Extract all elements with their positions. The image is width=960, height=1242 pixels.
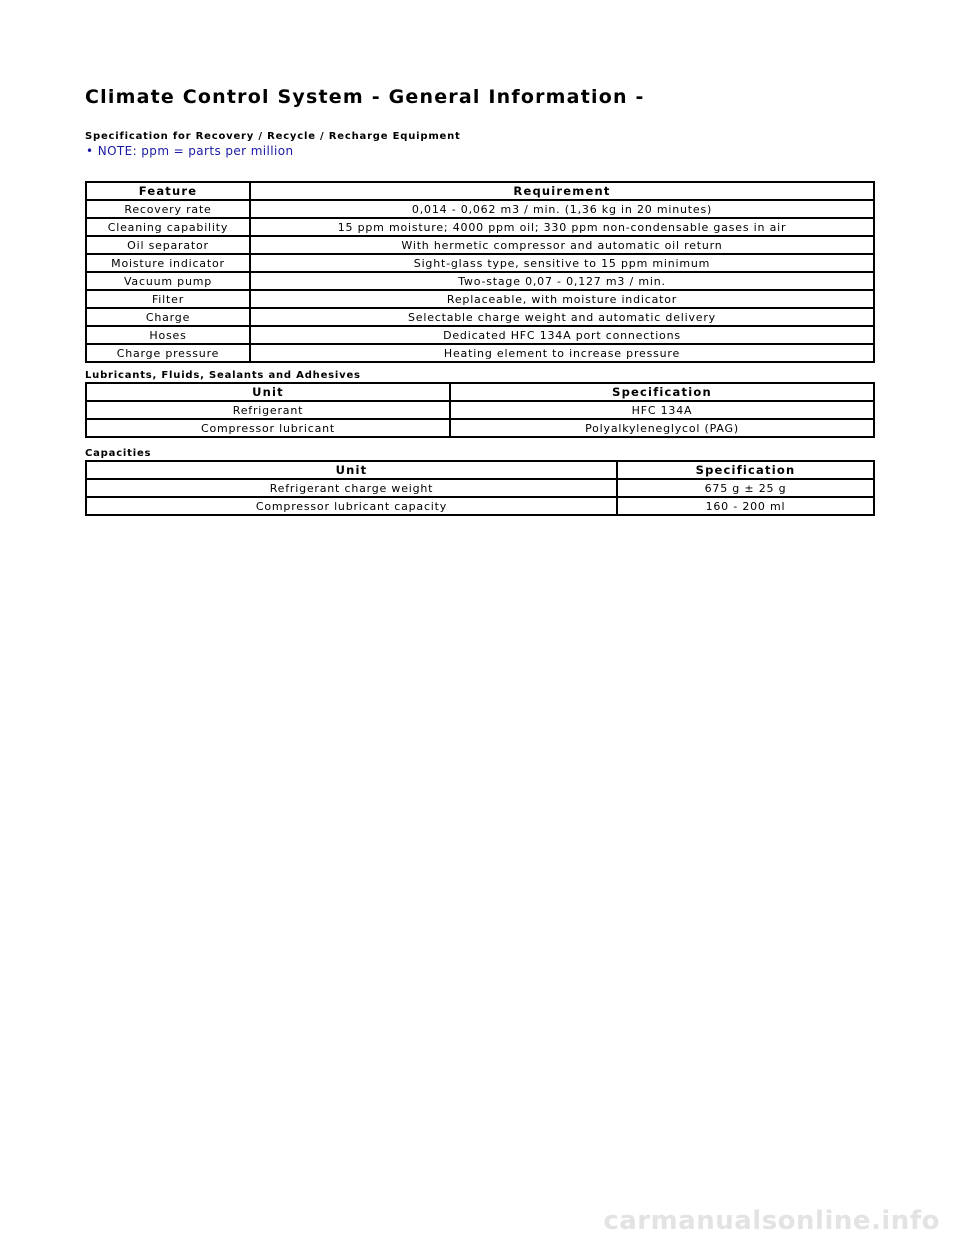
table-row	[87, 255, 875, 273]
requirement-cell: Selectable charge weight and automatic delivery	[251, 309, 875, 327]
table-row	[87, 273, 875, 291]
column-header-unit: Unit	[87, 384, 451, 402]
recovery-section-heading: Specification for Recovery / Recycle / Recharge Equipment	[85, 131, 461, 142]
unit-cell: Refrigerant charge weight	[87, 480, 618, 498]
recovery-equipment-table	[85, 181, 875, 363]
column-header-unit: Unit	[87, 462, 618, 480]
requirement-cell: 15 ppm moisture; 4000 ppm oil; 330 ppm non-condensable gases in air	[251, 219, 875, 237]
table-row	[87, 327, 875, 345]
requirement-cell: With hermetic compressor and automatic oil return	[251, 237, 875, 255]
table-row	[87, 420, 875, 438]
feature-cell: Recovery rate	[87, 201, 251, 219]
table-row	[87, 480, 875, 498]
specification-cell: 160 - 200 ml	[618, 498, 875, 516]
table-row	[87, 201, 875, 219]
table-row	[87, 291, 875, 309]
feature-cell: Charge	[87, 309, 251, 327]
table-header-row	[87, 462, 875, 480]
capacities-table	[85, 460, 875, 516]
table-header-row	[87, 183, 875, 201]
requirement-cell: Dedicated HFC 134A port connections	[251, 327, 875, 345]
feature-cell: Hoses	[87, 327, 251, 345]
specification-cell: Polyalkyleneglycol (PAG)	[451, 420, 875, 438]
feature-cell: Charge pressure	[87, 345, 251, 363]
specification-cell: 675 g ± 25 g	[618, 480, 875, 498]
feature-cell: Oil separator	[87, 237, 251, 255]
ppm-note: • NOTE: ppm = parts per million	[86, 144, 294, 158]
column-header-requirement: Requirement	[251, 183, 875, 201]
specification-cell: HFC 134A	[451, 402, 875, 420]
feature-cell: Moisture indicator	[87, 255, 251, 273]
requirement-cell: Sight-glass type, sensitive to 15 ppm minimum	[251, 255, 875, 273]
feature-cell: Vacuum pump	[87, 273, 251, 291]
table-row	[87, 345, 875, 363]
column-header-specification: Specification	[451, 384, 875, 402]
page-title: Climate Control System - General Information -	[85, 86, 645, 108]
requirement-cell: Replaceable, with moisture indicator	[251, 291, 875, 309]
site-watermark: carmanualsonline.info	[603, 1206, 940, 1236]
column-header-feature: Feature	[87, 183, 251, 201]
unit-cell: Compressor lubricant capacity	[87, 498, 618, 516]
feature-cell: Cleaning capability	[87, 219, 251, 237]
requirement-cell: 0,014 - 0,062 m3 / min. (1,36 kg in 20 minutes)	[251, 201, 875, 219]
unit-cell: Refrigerant	[87, 402, 451, 420]
requirement-cell: Heating element to increase pressure	[251, 345, 875, 363]
feature-cell: Filter	[87, 291, 251, 309]
table-row	[87, 402, 875, 420]
table-row	[87, 219, 875, 237]
column-header-specification: Specification	[618, 462, 875, 480]
lubricants-section-heading: Lubricants, Fluids, Sealants and Adhesives	[85, 370, 361, 381]
table-row	[87, 309, 875, 327]
requirement-cell: Two-stage 0,07 - 0,127 m3 / min.	[251, 273, 875, 291]
lubricants-table	[85, 382, 875, 438]
unit-cell: Compressor lubricant	[87, 420, 451, 438]
table-header-row	[87, 384, 875, 402]
table-row	[87, 237, 875, 255]
capacities-section-heading: Capacities	[85, 448, 152, 459]
table-row	[87, 498, 875, 516]
